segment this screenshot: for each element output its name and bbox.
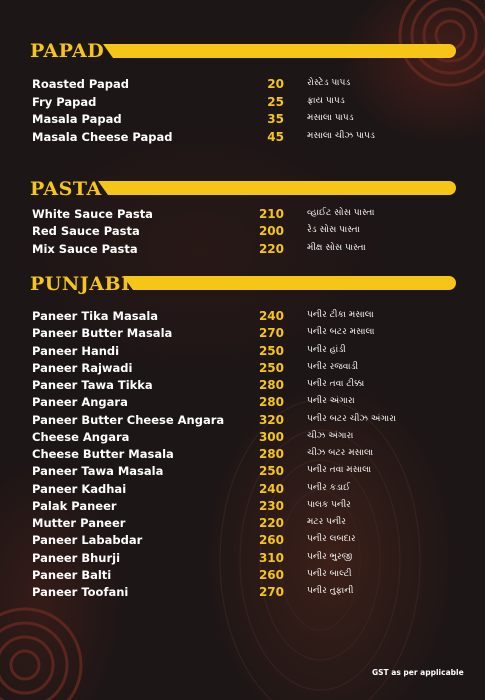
item-name-gujarati: મટર પનીર xyxy=(307,517,346,527)
item-price: 280 xyxy=(258,378,284,392)
item-name: Roasted Papad xyxy=(32,77,129,91)
menu-item xyxy=(0,533,485,550)
item-name-gujarati: મસાલા પાપડ xyxy=(307,113,354,123)
menu-item xyxy=(0,499,485,516)
item-price: 270 xyxy=(258,326,284,341)
item-name: Paneer Lababdar xyxy=(32,533,143,548)
item-name: Paneer Tawa Tikka xyxy=(32,378,153,392)
menu-item xyxy=(0,413,485,430)
menu-item xyxy=(0,395,485,412)
item-name: Cheese Angara xyxy=(32,429,130,444)
item-name: Red Sauce Pasta xyxy=(32,224,140,239)
item-name-gujarati: પનીર રજવાડી xyxy=(307,361,359,372)
section-bar-papad xyxy=(113,44,456,58)
menu-item xyxy=(0,585,485,602)
menu-item xyxy=(0,130,485,147)
menu-item xyxy=(0,344,485,361)
menu-item xyxy=(0,112,485,129)
menu-item xyxy=(0,430,485,447)
item-price: 280 xyxy=(258,447,284,461)
menu-item xyxy=(0,568,485,585)
item-name: Paneer Toofani xyxy=(32,585,129,599)
item-price: 270 xyxy=(258,585,284,599)
item-name-gujarati: રોસ્ટેડ પાપડ xyxy=(307,78,351,88)
menu-item xyxy=(0,516,485,533)
item-name: Mix Sauce Pasta xyxy=(32,241,138,256)
item-name: White Sauce Pasta xyxy=(32,207,153,221)
item-price: 250 xyxy=(258,464,284,479)
menu-item xyxy=(0,326,485,343)
item-name-gujarati: પનીર અંગારા xyxy=(307,396,355,407)
item-price: 210 xyxy=(258,207,284,221)
item-price: 250 xyxy=(258,360,284,375)
item-name: Paneer Tawa Masala xyxy=(32,464,164,479)
menu-item xyxy=(0,95,485,112)
menu-item xyxy=(0,309,485,326)
item-name: Paneer Butter Masala xyxy=(32,326,173,341)
menu-item xyxy=(0,77,485,94)
menu-item xyxy=(0,378,485,395)
section-bar-pasta xyxy=(108,181,456,195)
item-name: Masala Papad xyxy=(32,112,122,126)
item-name-gujarati: પનીર કડાઈ xyxy=(307,482,351,493)
item-name: Paneer Bhurji xyxy=(32,550,121,565)
item-name-gujarati: મસાલા ચીઝ પાપડ xyxy=(307,130,375,141)
item-price: 240 xyxy=(258,309,284,323)
item-price: 260 xyxy=(258,567,284,582)
section-title-punjabi: PUNJABI xyxy=(30,273,131,295)
item-name-gujarati: પનીર તવા ટીક્કા xyxy=(307,379,365,389)
item-price: 240 xyxy=(258,481,284,496)
item-price: 280 xyxy=(258,395,284,410)
item-price: 220 xyxy=(258,516,284,530)
item-name: Paneer Angara xyxy=(32,395,128,410)
item-price: 200 xyxy=(258,224,284,239)
item-name: Paneer Tika Masala xyxy=(32,309,159,323)
menu-item xyxy=(0,464,485,481)
item-name-gujarati: ચીઝ અંગારા xyxy=(307,430,354,441)
item-name: Paneer Butter Cheese Angara xyxy=(32,412,225,427)
item-price: 25 xyxy=(267,94,284,109)
item-name-gujarati: પનીર લબદાર xyxy=(307,534,356,545)
item-name-gujarati: પનીર બટર મસાલા xyxy=(307,327,375,338)
item-name-gujarati: રેડ સોસ પાસ્તા xyxy=(307,225,360,236)
item-name-gujarati: પનીર તવા મસાલા xyxy=(307,465,372,476)
item-price: 20 xyxy=(267,77,284,91)
item-name-gujarati: પાલક પનીર xyxy=(307,499,351,510)
item-price: 220 xyxy=(258,241,284,256)
item-name: Paneer Balti xyxy=(32,567,112,582)
item-name: Paneer Handi xyxy=(32,343,120,358)
item-name-gujarati: પનીર બાલ્ટી xyxy=(307,568,352,579)
menu-item xyxy=(0,361,485,378)
menu-item xyxy=(0,447,485,464)
item-price: 45 xyxy=(267,129,284,144)
item-price: 35 xyxy=(267,112,284,126)
item-name: Palak Paneer xyxy=(32,498,117,513)
item-name-gujarati: મીક્ષ સોસ પાસ્તા xyxy=(307,242,366,253)
item-price: 300 xyxy=(258,429,284,444)
item-price: 250 xyxy=(258,343,284,358)
section-bar-punjabi xyxy=(133,276,456,290)
menu-item xyxy=(0,242,485,259)
menu-item xyxy=(0,224,485,241)
item-name-gujarati: પનીર બટર ચીઝ અંગારા xyxy=(307,413,396,424)
section-title-pasta: PASTA xyxy=(30,178,102,200)
item-price: 230 xyxy=(258,498,284,513)
item-name: Paneer Kadhai xyxy=(32,481,127,496)
item-name: Paneer Rajwadi xyxy=(32,360,133,375)
item-name: Cheese Butter Masala xyxy=(32,447,174,461)
item-name-gujarati: પનીર ટીકા મસાલા xyxy=(307,310,374,320)
item-name-gujarati: ચીઝ બટર મસાલા xyxy=(307,448,374,458)
item-name-gujarati: પનીર ભુરજી xyxy=(307,551,353,562)
gst-note: GST as per applicable xyxy=(372,668,464,677)
item-price: 320 xyxy=(258,412,284,427)
item-name-gujarati: ફ્રાય પાપડ xyxy=(307,95,345,106)
menu-item xyxy=(0,551,485,568)
item-name-gujarati: પનીર હાંડી xyxy=(307,344,346,355)
menu-item xyxy=(0,207,485,224)
menu-item xyxy=(0,482,485,499)
section-title-papad: PAPAD xyxy=(30,40,105,62)
item-name-gujarati: વ્હાઈટ સોસ પાસ્તા xyxy=(307,208,375,218)
item-name: Masala Cheese Papad xyxy=(32,129,173,144)
item-price: 310 xyxy=(258,550,284,565)
item-name-gujarati: પનીર તુફાની xyxy=(307,586,354,596)
item-name: Mutter Paneer xyxy=(32,516,126,530)
item-name: Fry Papad xyxy=(32,94,97,109)
item-price: 260 xyxy=(258,533,284,548)
